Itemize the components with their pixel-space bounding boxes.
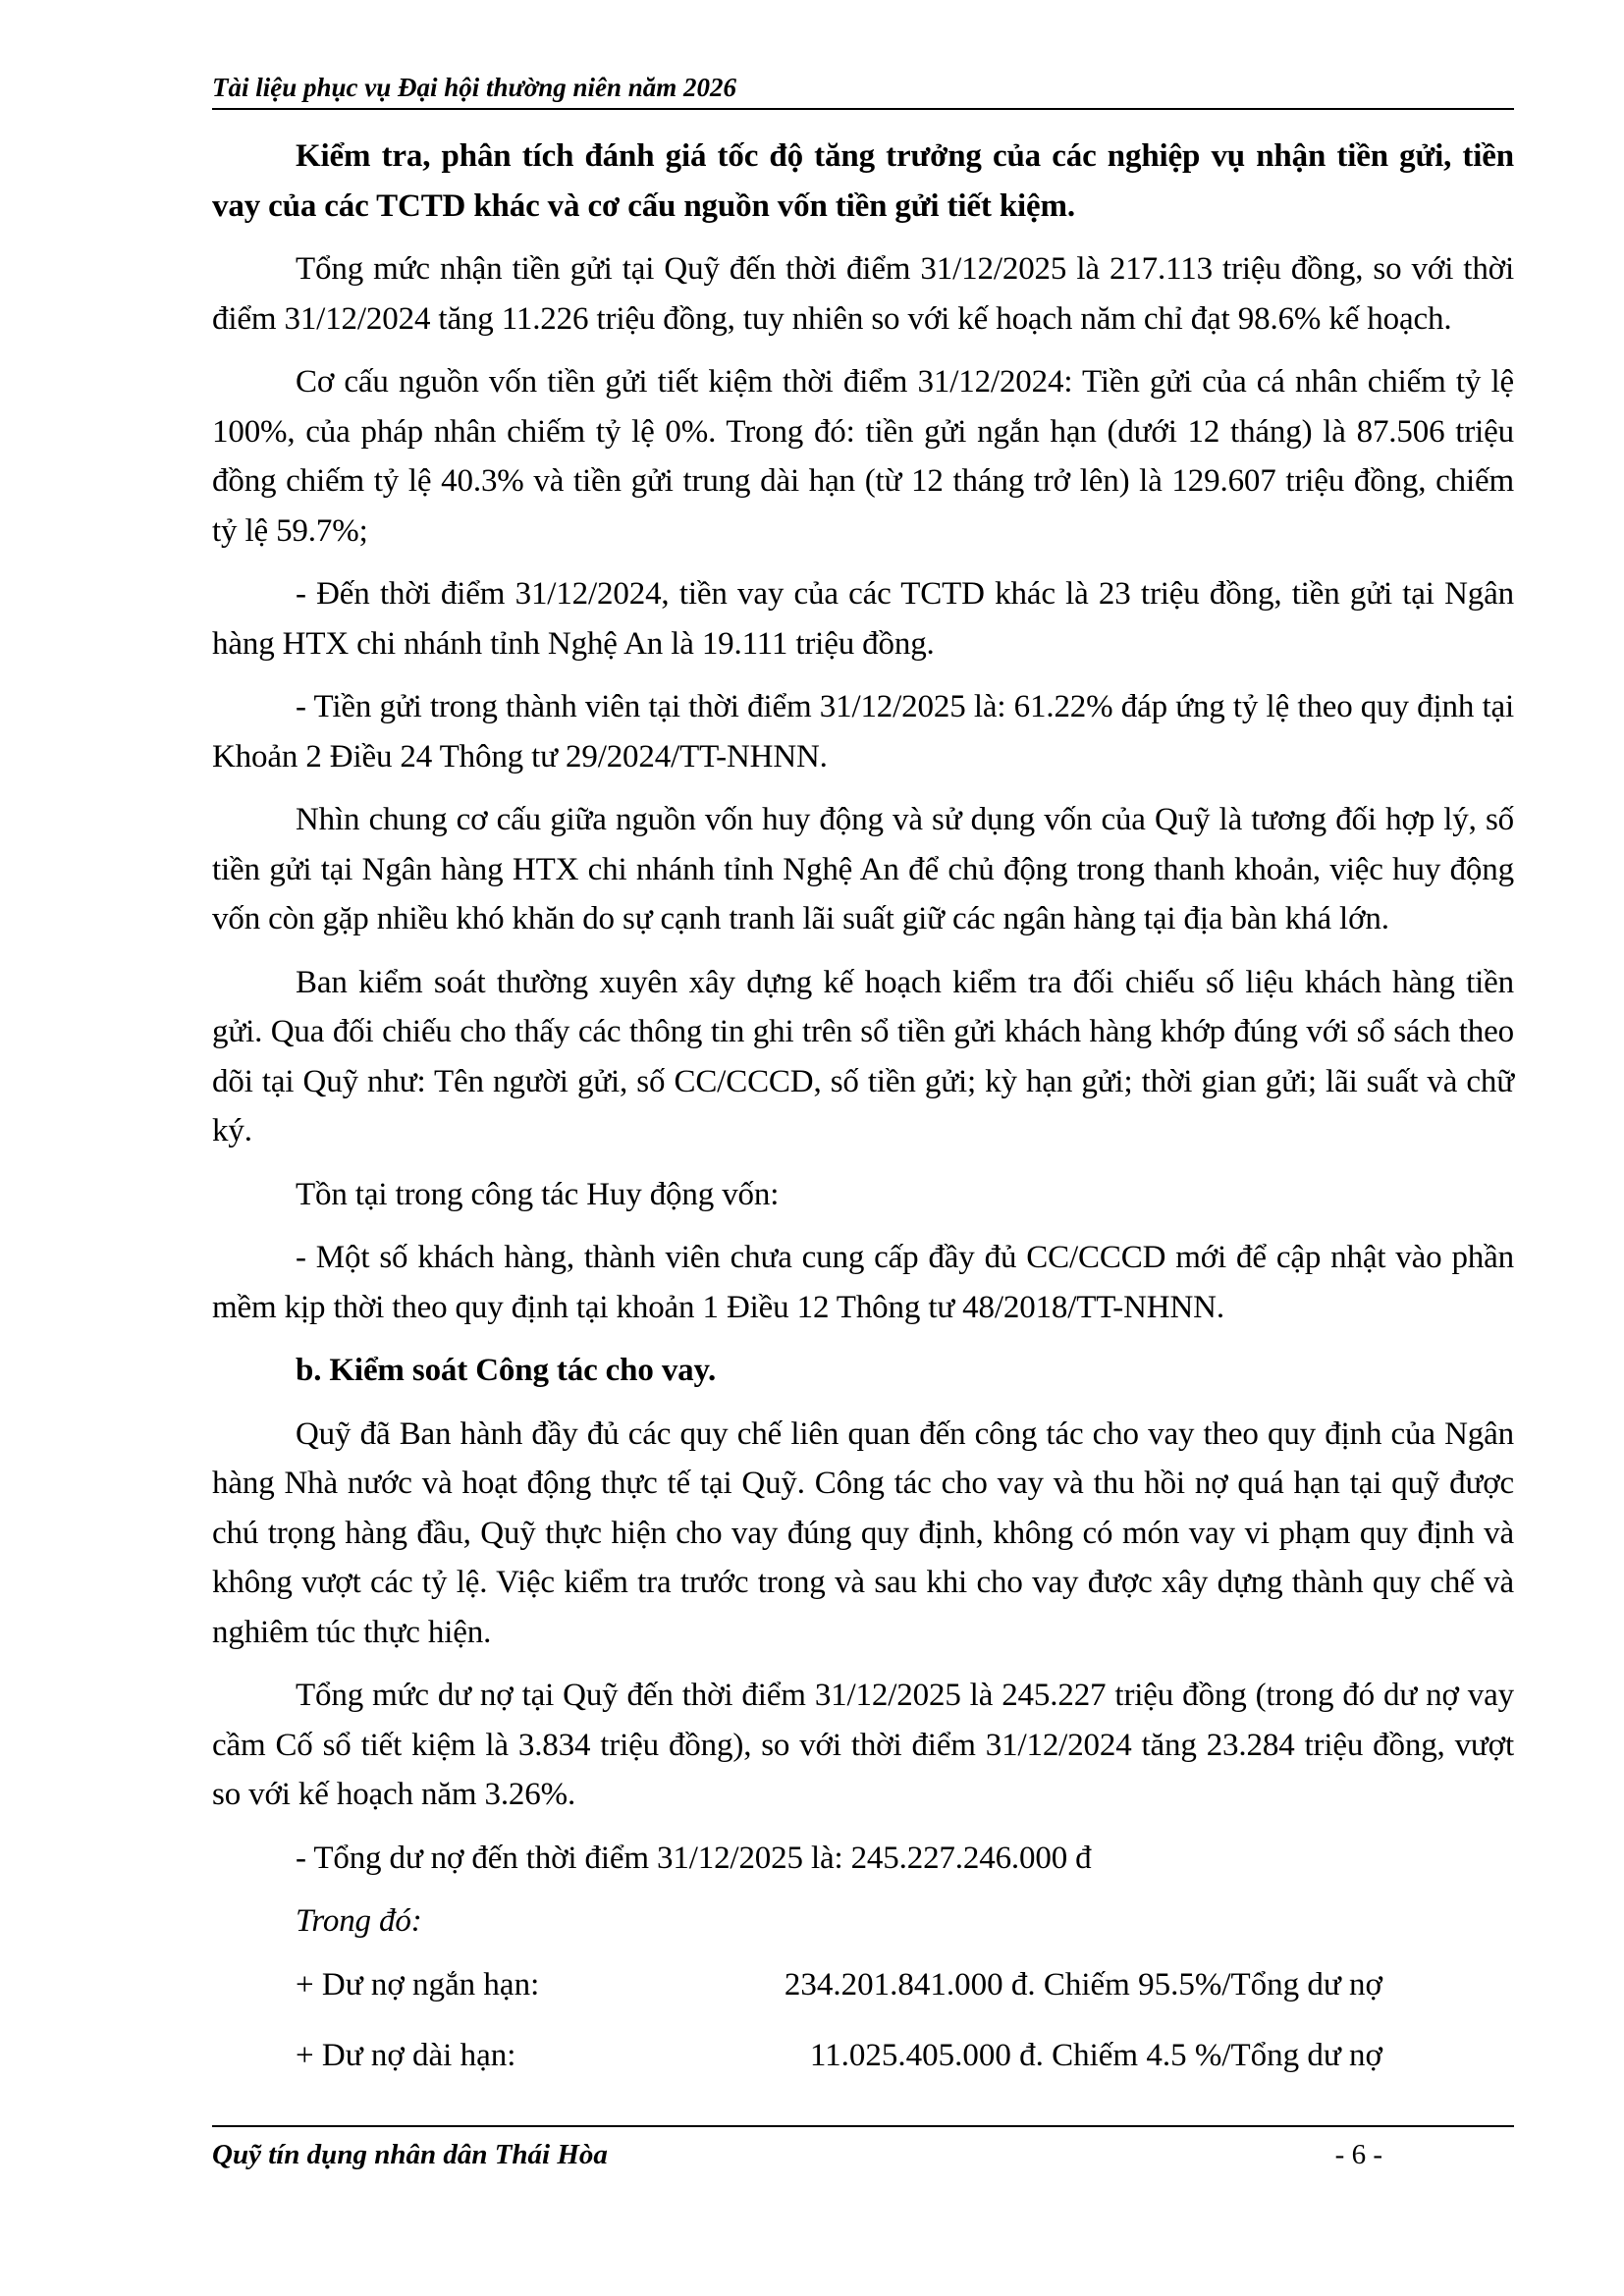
paragraph-total-outstanding: - Tổng dư nợ đến thời điểm 31/12/2025 là: 245.227.246.000 đ [296, 1840, 1092, 1876]
section-heading: Kiểm tra, phân tích đánh giá tốc độ tăng trưởng của các nghiệp vụ nhận tiền gửi, tiền vay của các TCTD khác và cơ cấu nguồn vốn tiền gửi tiết kiệm. [212, 138, 1514, 224]
paragraph-issue-item: - Một số khách hàng, thành viên chưa cung cấp đầy đủ CC/CCCD mới để cập nhật vào phần mềm kịp thời theo quy định tại khoản 1 Điều 12 Thông tư 48/2018/TT-NHNN. [212, 1240, 1514, 1325]
paragraph-deposit-total: Tổng mức nhận tiền gửi tại Quỹ đến thời điểm 31/12/2025 là 217.113 triệu đồng, so với thời điểm 31/12/2024 tăng 11.226 triệu đồng, tuy nhiên so với kế hoạch năm chỉ đạt 98.6% kế hoạch. [212, 251, 1514, 337]
running-header: Tài liệu phục vụ Đại hội thường niên năm 2026 [212, 71, 1514, 110]
running-footer [212, 2125, 1514, 2172]
paragraph-member-deposits: - Tiền gửi trong thành viên tại thời điểm 31/12/2025 là: 61.22% đáp ứng tỷ lệ theo quy định tại Khoản 2 Điều 24 Thông tư 29/2024/TT-NHNN. [212, 689, 1514, 774]
paragraph-assessment: Nhìn chung cơ cấu giữa nguồn vốn huy động và sử dụng vốn của Quỹ là tương đối hợp lý, số tiền gửi tại Ngân hàng HTX chi nhánh tỉnh Nghệ An để chủ động trong thanh khoản, việc huy động vốn còn gặp nhiều khó khăn do sự cạnh tranh lãi suất giữ các ngân hàng tại địa bàn khá lớn. [212, 802, 1514, 936]
paragraph-deposit-structure: Cơ cấu nguồn vốn tiền gửi tiết kiệm thời điểm 31/12/2024: Tiền gửi của cá nhân chiếm tỷ lệ 100%, của pháp nhân chiếm tỷ lệ 0%. Trong đó: tiền gửi ngắn hạn (dưới 12 tháng) là 87.506 triệu đồng chiếm tỷ lệ 40.3% và tiền gửi trung dài hạn (từ 12 tháng trở lên) là 129.607 triệu đồng, chiếm tỷ lệ 59.7%; [212, 364, 1514, 549]
page-number: - 6 - [1334, 2139, 1382, 2170]
section-b-heading: b. Kiểm soát Công tác cho vay. [296, 1353, 717, 1388]
footer-organization: Quỹ tín dụng nhân dân Thái Hòa [212, 2139, 608, 2170]
loan-row-value: 11.025.405.000 đ. Chiếm 4.5 %/Tổng dư nợ [809, 2037, 1382, 2073]
paragraph-of-which: Trong đó: [296, 1903, 422, 1939]
loan-row-short-term [212, 1960, 1514, 2009]
paragraph-lending-regulations: Quỹ đã Ban hành đầy đủ các quy chế liên quan đến công tác cho vay theo quy định của Ngân hàng Nhà nước và hoạt động thực tế tại Quỹ. Công tác cho vay và thu hồi nợ quá hạn tại quỹ được chú trọng hàng đầu, Quỹ thực hiện cho vay đúng quy định, không có món vay vi phạm quy định và không vượt các tỷ lệ. Việc kiểm tra trước trong và sau khi cho vay được xây dựng thành quy chế và nghiêm túc thực hiện. [212, 1415, 1514, 1650]
page-content [212, 132, 1514, 2102]
loan-row-label: + Dư nợ dài hạn: [296, 2037, 516, 2073]
loan-row-long-term [212, 2031, 1514, 2080]
paragraph-outstanding-loans: Tổng mức dư nợ tại Quỹ đến thời điểm 31/12/2025 là 245.227 triệu đồng (trong đó dư nợ vay cầm Cố sổ tiết kiệm là 3.834 triệu đồng), so với thời điểm 31/12/2024 tăng 23.284 triệu đồng, vượt so với kế hoạch năm 3.26%. [212, 1678, 1514, 1812]
paragraph-issues-heading: Tồn tại trong công tác Huy động vốn: [296, 1176, 780, 1212]
loan-row-value: 234.201.841.000 đ. Chiếm 95.5%/Tổng dư nợ [784, 1966, 1382, 2002]
paragraph-reconciliation: Ban kiểm soát thường xuyên xây dựng kế hoạch kiểm tra đối chiếu số liệu khách hàng tiền gửi. Qua đối chiếu cho thấy các thông tin ghi trên sổ tiền gửi khách hàng khớp đúng với sổ sách theo dõi tại Quỹ như: Tên người gửi, số CC/CCCD, số tiền gửi; kỳ hạn gửi; thời gian gửi; lãi suất và chữ ký. [212, 964, 1514, 1148]
paragraph-interbank: - Đến thời điểm 31/12/2024, tiền vay của các TCTD khác là 23 triệu đồng, tiền gửi tại Ngân hàng HTX chi nhánh tỉnh Nghệ An là 19.111 triệu đồng. [212, 576, 1514, 662]
loan-row-label: + Dư nợ ngắn hạn: [296, 1966, 540, 2002]
